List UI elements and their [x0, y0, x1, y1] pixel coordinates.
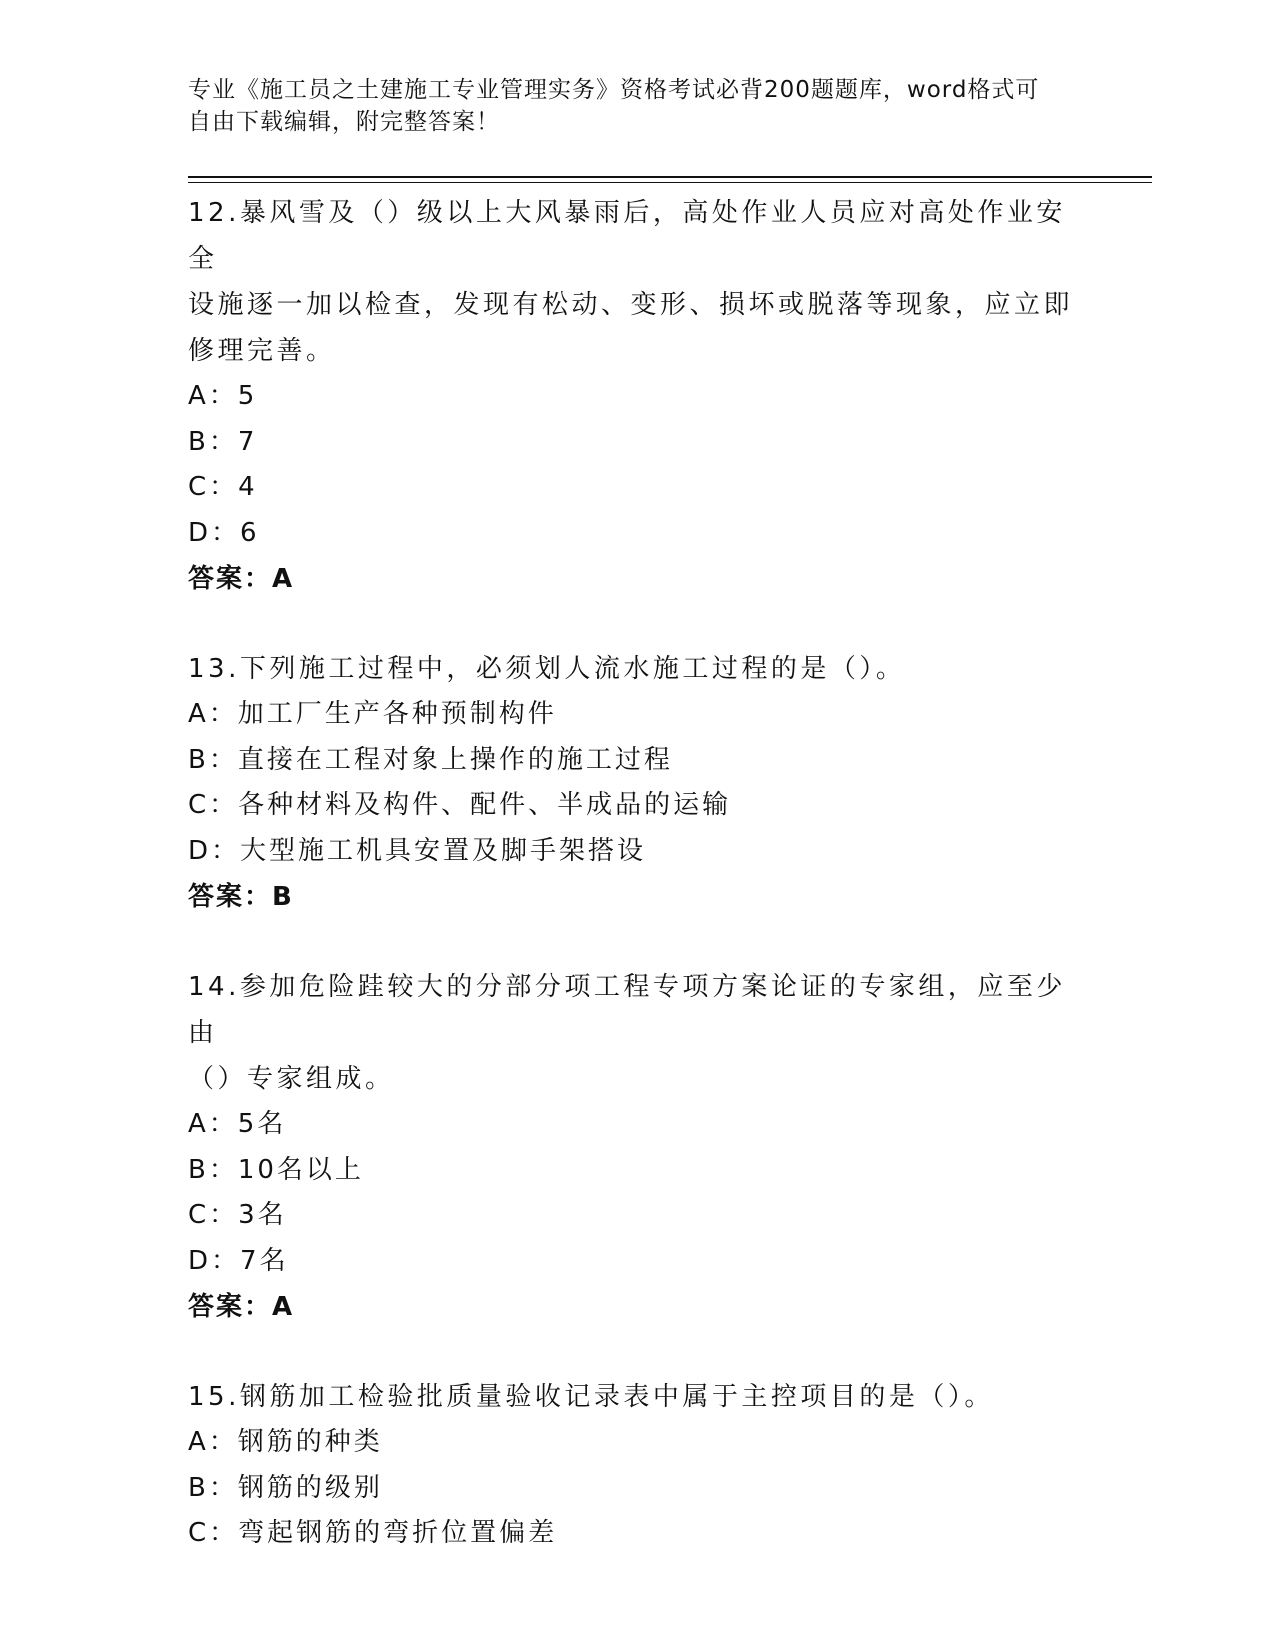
option-b: B：钢筋的级别 — [188, 1472, 383, 1503]
question-list — [188, 190, 1088, 1557]
option-b: B：10名以上 — [188, 1154, 364, 1185]
option-c: C：各种材料及构件、配件、半成品的运输 — [188, 790, 732, 820]
question-15 — [188, 1374, 1088, 1557]
option-c: C：4 — [188, 472, 258, 502]
answer-line: 答案：B — [188, 882, 294, 912]
option-d: D：6 — [188, 517, 260, 548]
question-text-line: 修理完善。 — [188, 336, 336, 366]
question-14 — [188, 964, 1088, 1330]
option-a: A：钢筋的种类 — [188, 1427, 383, 1457]
header-line-2: 自由下载编辑，附完整答案！ — [188, 109, 500, 135]
option-c: C：弯起钢筋的弯折位置偏差 — [188, 1518, 558, 1548]
header-line-1: 专业《施工员之土建施工专业管理实务》资格考试必背200题题库，word格式可 — [188, 77, 1040, 103]
option-c: C：3名 — [188, 1200, 287, 1230]
question-spacer — [188, 602, 1088, 646]
question-12 — [188, 190, 1088, 602]
header-rule-thick — [188, 176, 1152, 178]
option-a: A：5 — [188, 381, 258, 411]
question-spacer — [188, 1330, 1088, 1374]
option-d: D：7名 — [188, 1245, 289, 1276]
document-header — [188, 74, 1068, 138]
question-spacer — [188, 920, 1088, 964]
question-text-line: （）专家组成。 — [188, 1064, 395, 1094]
option-d: D：大型施工机具安置及脚手架搭设 — [188, 835, 647, 866]
question-13 — [188, 646, 1088, 920]
question-text-line: 13.下列施工过程中，必须划人流水施工过程的是（）。 — [188, 654, 906, 684]
answer-line: 答案：A — [188, 564, 295, 594]
question-text-line: 15.钢筋加工检验批质量验收记录表中属于主控项目的是（）。 — [188, 1382, 994, 1412]
option-a: A：5名 — [188, 1109, 287, 1139]
option-b: B：直接在工程对象上操作的施工过程 — [188, 744, 673, 775]
question-text-line: 12.暴风雪及（）级以上大风暴雨后，高处作业人员应对高处作业安全 — [188, 198, 1066, 274]
option-a: A：加工厂生产各种预制构件 — [188, 699, 557, 729]
question-text-line: 设施逐一加以检查，发现有松动、变形、损坏或脱落等现象，应立即 — [188, 290, 1074, 320]
answer-line: 答案：A — [188, 1292, 295, 1322]
question-text-line: 14.参加危险跬较大的分部分项工程专项方案论证的专家组，应至少由 — [188, 972, 1066, 1048]
option-b: B：7 — [188, 426, 258, 457]
header-rule-thin — [188, 182, 1152, 183]
